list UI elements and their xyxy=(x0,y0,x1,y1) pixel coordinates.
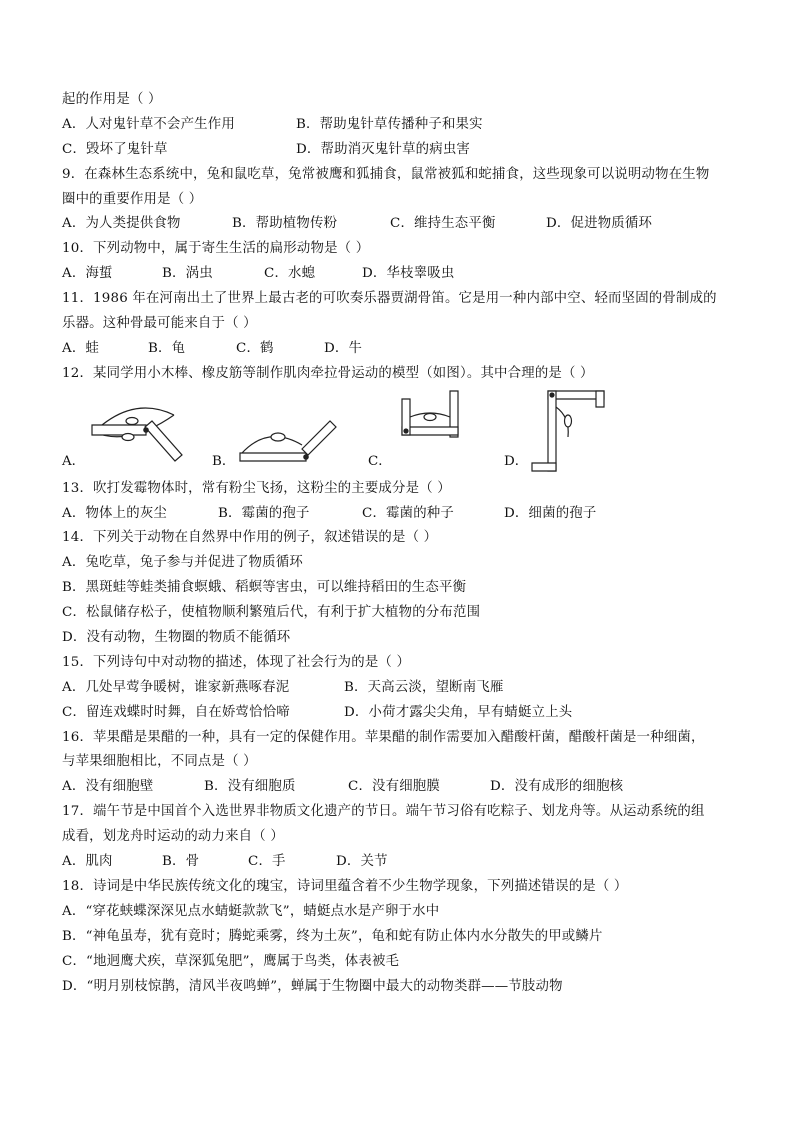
q13-options xyxy=(62,502,742,527)
q8-option-b[interactable]: B．帮助鬼针草传播种子和果实 xyxy=(296,116,483,132)
q14-stem: 14．下列关于动物在自然界中作用的例子，叙述错误的是（ ） xyxy=(62,530,438,546)
q8-stem-tail: 起的作用是（ ） xyxy=(62,92,162,107)
q16-option-b[interactable]: B．没有细胞质 xyxy=(204,779,296,795)
q10-option-c[interactable]: C．水螅 xyxy=(264,266,316,282)
q18-option-c[interactable]: C．“地迥鹰犬疾，草深狐兔肥”，鹰属于鸟类，体表被毛 xyxy=(62,953,400,969)
q13-option-c[interactable]: C．霉菌的种子 xyxy=(362,505,454,521)
q11-option-a[interactable]: A．蛙 xyxy=(62,340,100,356)
q9-stem-2: 圈中的重要作用是（ ） xyxy=(62,191,203,207)
q18-option-d[interactable]: D．“明月别枝惊鹊，清风半夜鸣蝉”，蝉属于生物圈中最大的动物类群——节肢动物 xyxy=(62,978,563,994)
q17-option-d[interactable]: D．关节 xyxy=(336,854,388,870)
q17-options xyxy=(62,850,742,875)
q12-option-c[interactable]: C． xyxy=(368,453,392,469)
q14-option-a[interactable]: A．兔吃草，兔子参与并促进了物质循环 xyxy=(62,555,303,571)
q17-option-a[interactable]: A．肌肉 xyxy=(62,854,113,870)
q14-option-d[interactable]: D．没有动物，生物圈的物质不能循环 xyxy=(62,630,291,646)
exam-page xyxy=(62,88,742,999)
q18-option-a[interactable]: A．“穿花蛱蝶深深见点水蜻蜓款款飞”，蜻蜓点水是产卵于水中 xyxy=(62,903,440,919)
q15-option-d[interactable]: D．小荷才露尖尖角，早有蜻蜓立上头 xyxy=(344,704,573,720)
q17-stem-2: 成看，划龙舟时运动的动力来自（ ） xyxy=(62,829,284,845)
q12-figures xyxy=(62,387,742,477)
q12-model-a-figure xyxy=(88,387,188,467)
q11-option-c[interactable]: C．鹤 xyxy=(236,340,274,356)
q8-option-c[interactable]: C．毁坏了鬼针草 xyxy=(62,141,168,157)
q12-model-c-figure xyxy=(390,387,480,477)
q15-option-a[interactable]: A．几处早莺争暖树，谁家新燕啄春泥 xyxy=(62,679,290,695)
q8-option-d[interactable]: D．帮助消灭鬼针草的病虫害 xyxy=(296,141,471,157)
q9-stem-1: 9．在森林生态系统中，兔和鼠吃草，兔常被鹰和狐捕食，鼠常被狐和蛇捕食，这些现象可以说明动物在生物 xyxy=(62,166,710,182)
q8-option-a[interactable]: A．人对鬼针草不会产生作用 xyxy=(62,116,235,132)
q16-stem-1: 16．苹果醋是果醋的一种，具有一定的保健作用。苹果醋的制作需要加入醋酸杆菌，醋酸杆菌是一种细菌， xyxy=(62,729,705,745)
q9-option-b[interactable]: B．帮助植物传粉 xyxy=(232,216,338,232)
q10-option-a[interactable]: A．海蜇 xyxy=(62,266,113,282)
q14-option-b[interactable]: B．黑斑蛙等蛙类捕食螟蛾、稻螟等害虫，可以维持稻田的生态平衡 xyxy=(62,580,467,596)
q13-option-b[interactable]: B．霉菌的孢子 xyxy=(218,505,310,521)
q16-options xyxy=(62,775,742,800)
q15-options-row2 xyxy=(62,701,742,726)
q13-option-a[interactable]: A．物体上的灰尘 xyxy=(62,505,168,521)
q11-stem-2: 乐器。这种骨最可能来自于（ ） xyxy=(62,316,257,332)
q9-options xyxy=(62,212,742,237)
q10-options xyxy=(62,262,742,287)
q16-option-c[interactable]: C．没有细胞膜 xyxy=(348,779,440,795)
q16-option-d[interactable]: D．没有成形的细胞核 xyxy=(490,779,624,795)
q11-stem-1: 11．1986 年在河南出土了世界上最古老的可吹奏乐器贾湖骨笛。它是用一种内部中空、轻而坚固的骨制成的 xyxy=(62,291,717,307)
q10-option-b[interactable]: B．涡虫 xyxy=(162,266,213,282)
q12-stem: 12．某同学用小木棒、橡皮筋等制作肌肉牵拉骨运动的模型（如图）。其中合理的是（ ） xyxy=(62,365,594,381)
q11-option-d[interactable]: D．牛 xyxy=(324,340,363,356)
q9-option-d[interactable]: D．促进物质循环 xyxy=(546,216,653,232)
q16-option-a[interactable]: A．没有细胞壁 xyxy=(62,779,154,795)
q15-option-b[interactable]: B．天高云淡，望断南飞雁 xyxy=(344,679,504,695)
q8-options-row1 xyxy=(62,113,742,138)
q12-model-d-figure xyxy=(524,387,614,477)
q15-option-c[interactable]: C．留连戏蝶时时舞，自在娇莺恰恰啼 xyxy=(62,704,290,720)
q9-option-a[interactable]: A．为人类提供食物 xyxy=(62,216,181,232)
q17-option-c[interactable]: C．手 xyxy=(248,854,286,870)
q17-stem-1: 17．端午节是中国首个入选世界非物质文化遗产的节日。端午节习俗有吃粽子、划龙舟等。从运动系统的组 xyxy=(62,804,705,820)
q12-option-b[interactable]: B． xyxy=(212,453,236,469)
q8-options-row2 xyxy=(62,138,742,163)
q14-option-c[interactable]: C．松鼠储存松子，使植物顺利繁殖后代，有利于扩大植物的分布范围 xyxy=(62,605,481,621)
q10-stem: 10．下列动物中，属于寄生生活的扁形动物是（ ） xyxy=(62,241,370,257)
q11-option-b[interactable]: B．龟 xyxy=(148,340,186,356)
q18-option-b[interactable]: B．“神龟虽寿，犹有竟时；腾蛇乘雾，终为土灰”，龟和蛇有防止体内水分散失的甲或鳞片 xyxy=(62,928,603,944)
q12-option-d[interactable]: D． xyxy=(504,453,529,469)
q10-option-d[interactable]: D．华枝睾吸虫 xyxy=(362,266,455,282)
q12-model-b-figure xyxy=(234,387,344,467)
q18-stem: 18．诗词是中华民族传统文化的瑰宝，诗词里蕴含着不少生物学现象，下列描述错误的是（ ） xyxy=(62,878,628,894)
q13-option-d[interactable]: D．细菌的孢子 xyxy=(504,505,597,521)
q17-option-b[interactable]: B．骨 xyxy=(162,854,200,870)
q11-options xyxy=(62,337,742,362)
q16-stem-2: 与苹果细胞相比，不同点是（ ） xyxy=(62,754,257,770)
q15-stem: 15．下列诗句中对动物的描述，体现了社会行为的是（ ） xyxy=(62,654,411,670)
q9-option-c[interactable]: C．维持生态平衡 xyxy=(390,216,496,232)
q13-stem: 13．吹打发霉物体时，常有粉尘飞扬，这粉尘的主要成分是（ ） xyxy=(62,480,451,496)
q12-option-a[interactable]: A． xyxy=(62,453,86,469)
q15-options-row1 xyxy=(62,676,742,701)
